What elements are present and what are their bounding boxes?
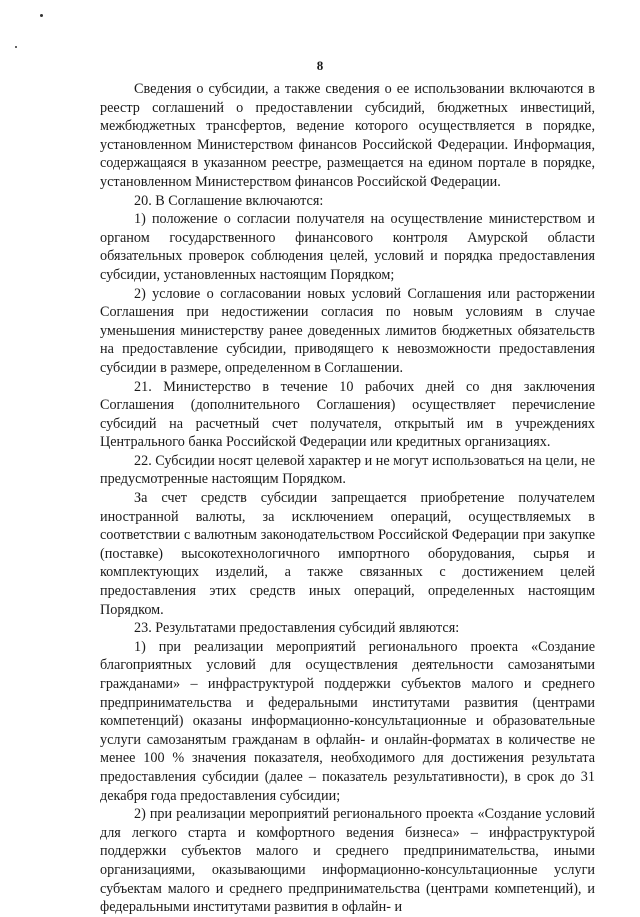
document-body [100,80,595,917]
scan-speck [40,14,43,17]
paragraph-clause-21: 21. Министерство в течение 10 рабочих дней со дня заключения Соглашения (дополнительного Соглашения) осуществляет перечисление субсидий на расчетный счет получателя, открытый им в учреждениях Центрального банка Российской Федерации или кредитных организациях. [100,378,595,451]
paragraph-clause-23-item-1: 1) при реализации мероприятий регионального проекта «Создание благоприятных условий для осуществления деятельности самозанятыми гражданами» – инфраструктурой поддержки субъектов малого и среднего предпринимательства и федеральными институтами развития (центрами компетенций) оказаны информационно-консультационные и образовательные услуги самозанятым гражданам в офлайн- и онлайн-форматах в количестве не менее 100 % значения показателя, необходимого для достижения результата предоставления субсидии (далее – показатель результативности), в срок до 31 декабря года предоставления субсидии; [100,638,595,804]
paragraph-clause-20-item-1: 1) положение о согласии получателя на осуществление министерством и органом государственного финансового контроля Амурской области обязательных проверок соблюдения целей, условий и порядка предоставления субсидии, установленных настоящим Порядком; [100,211,595,283]
paragraph-clause-20-item-2: 2) условие о согласовании новых условий Соглашения или расторжении Соглашения при недостижении согласия по новым условиям в случае уменьшения министерству ранее доведенных лимитов бюджетных обязательств на предоставление субсидии, приводящего к невозможности предоставления субсидии в размере, определенном в Соглашении. [100,285,595,376]
paragraph-clause-20: 20. В Соглашение включаются: [134,192,324,209]
paragraph-clause-23: 23. Результатами предоставления субсидий являются: [134,620,460,637]
paragraph-clause-23-item-2: 2) при реализации мероприятий регионального проекта «Создание условий для легкого старта и комфортного ведения бизнеса» – инфраструктурой поддержки субъектов малого и среднего предпринимательства, иными организациями, оказывающими информационно-консультационные услуги субъектам малого и среднего предпринимательства (центрами компетенций), и федеральными институтами развития в офлайн- и [100,806,595,916]
page-number: 8 [316,58,324,73]
paragraph-registry-info: Сведения о субсидии, а также сведения о ее использовании включаются в реестр соглашений о предоставлении субсидий, бюджетных инвестиций, межбюджетных трансфертов, ведение которого осуществляется в порядке, установленном Министерством финансов Российской Федерации. Информация, содержащаяся в указанном реестре, размещается на едином портале в порядке, установленном Министерством финансов Российской Федерации. [100,81,595,190]
paragraph-currency-restriction: За счет средств субсидии запрещается приобретение получателем иностранной валюты, за исключением операций, осуществляемых в соответствии с валютным законодательством Российской Федерации при закупке (поставке) высокотехнологичного импортного оборудования, сырья и комплектующих изделий, а также связанных с достижением целей предоставления этих средств иных операций, определенных настоящим Порядком. [100,490,595,618]
paragraph-clause-22: 22. Субсидии носят целевой характер и не могут использоваться на цели, не предусмотренные настоящим Порядком. [100,452,595,488]
scan-speck [15,46,17,48]
